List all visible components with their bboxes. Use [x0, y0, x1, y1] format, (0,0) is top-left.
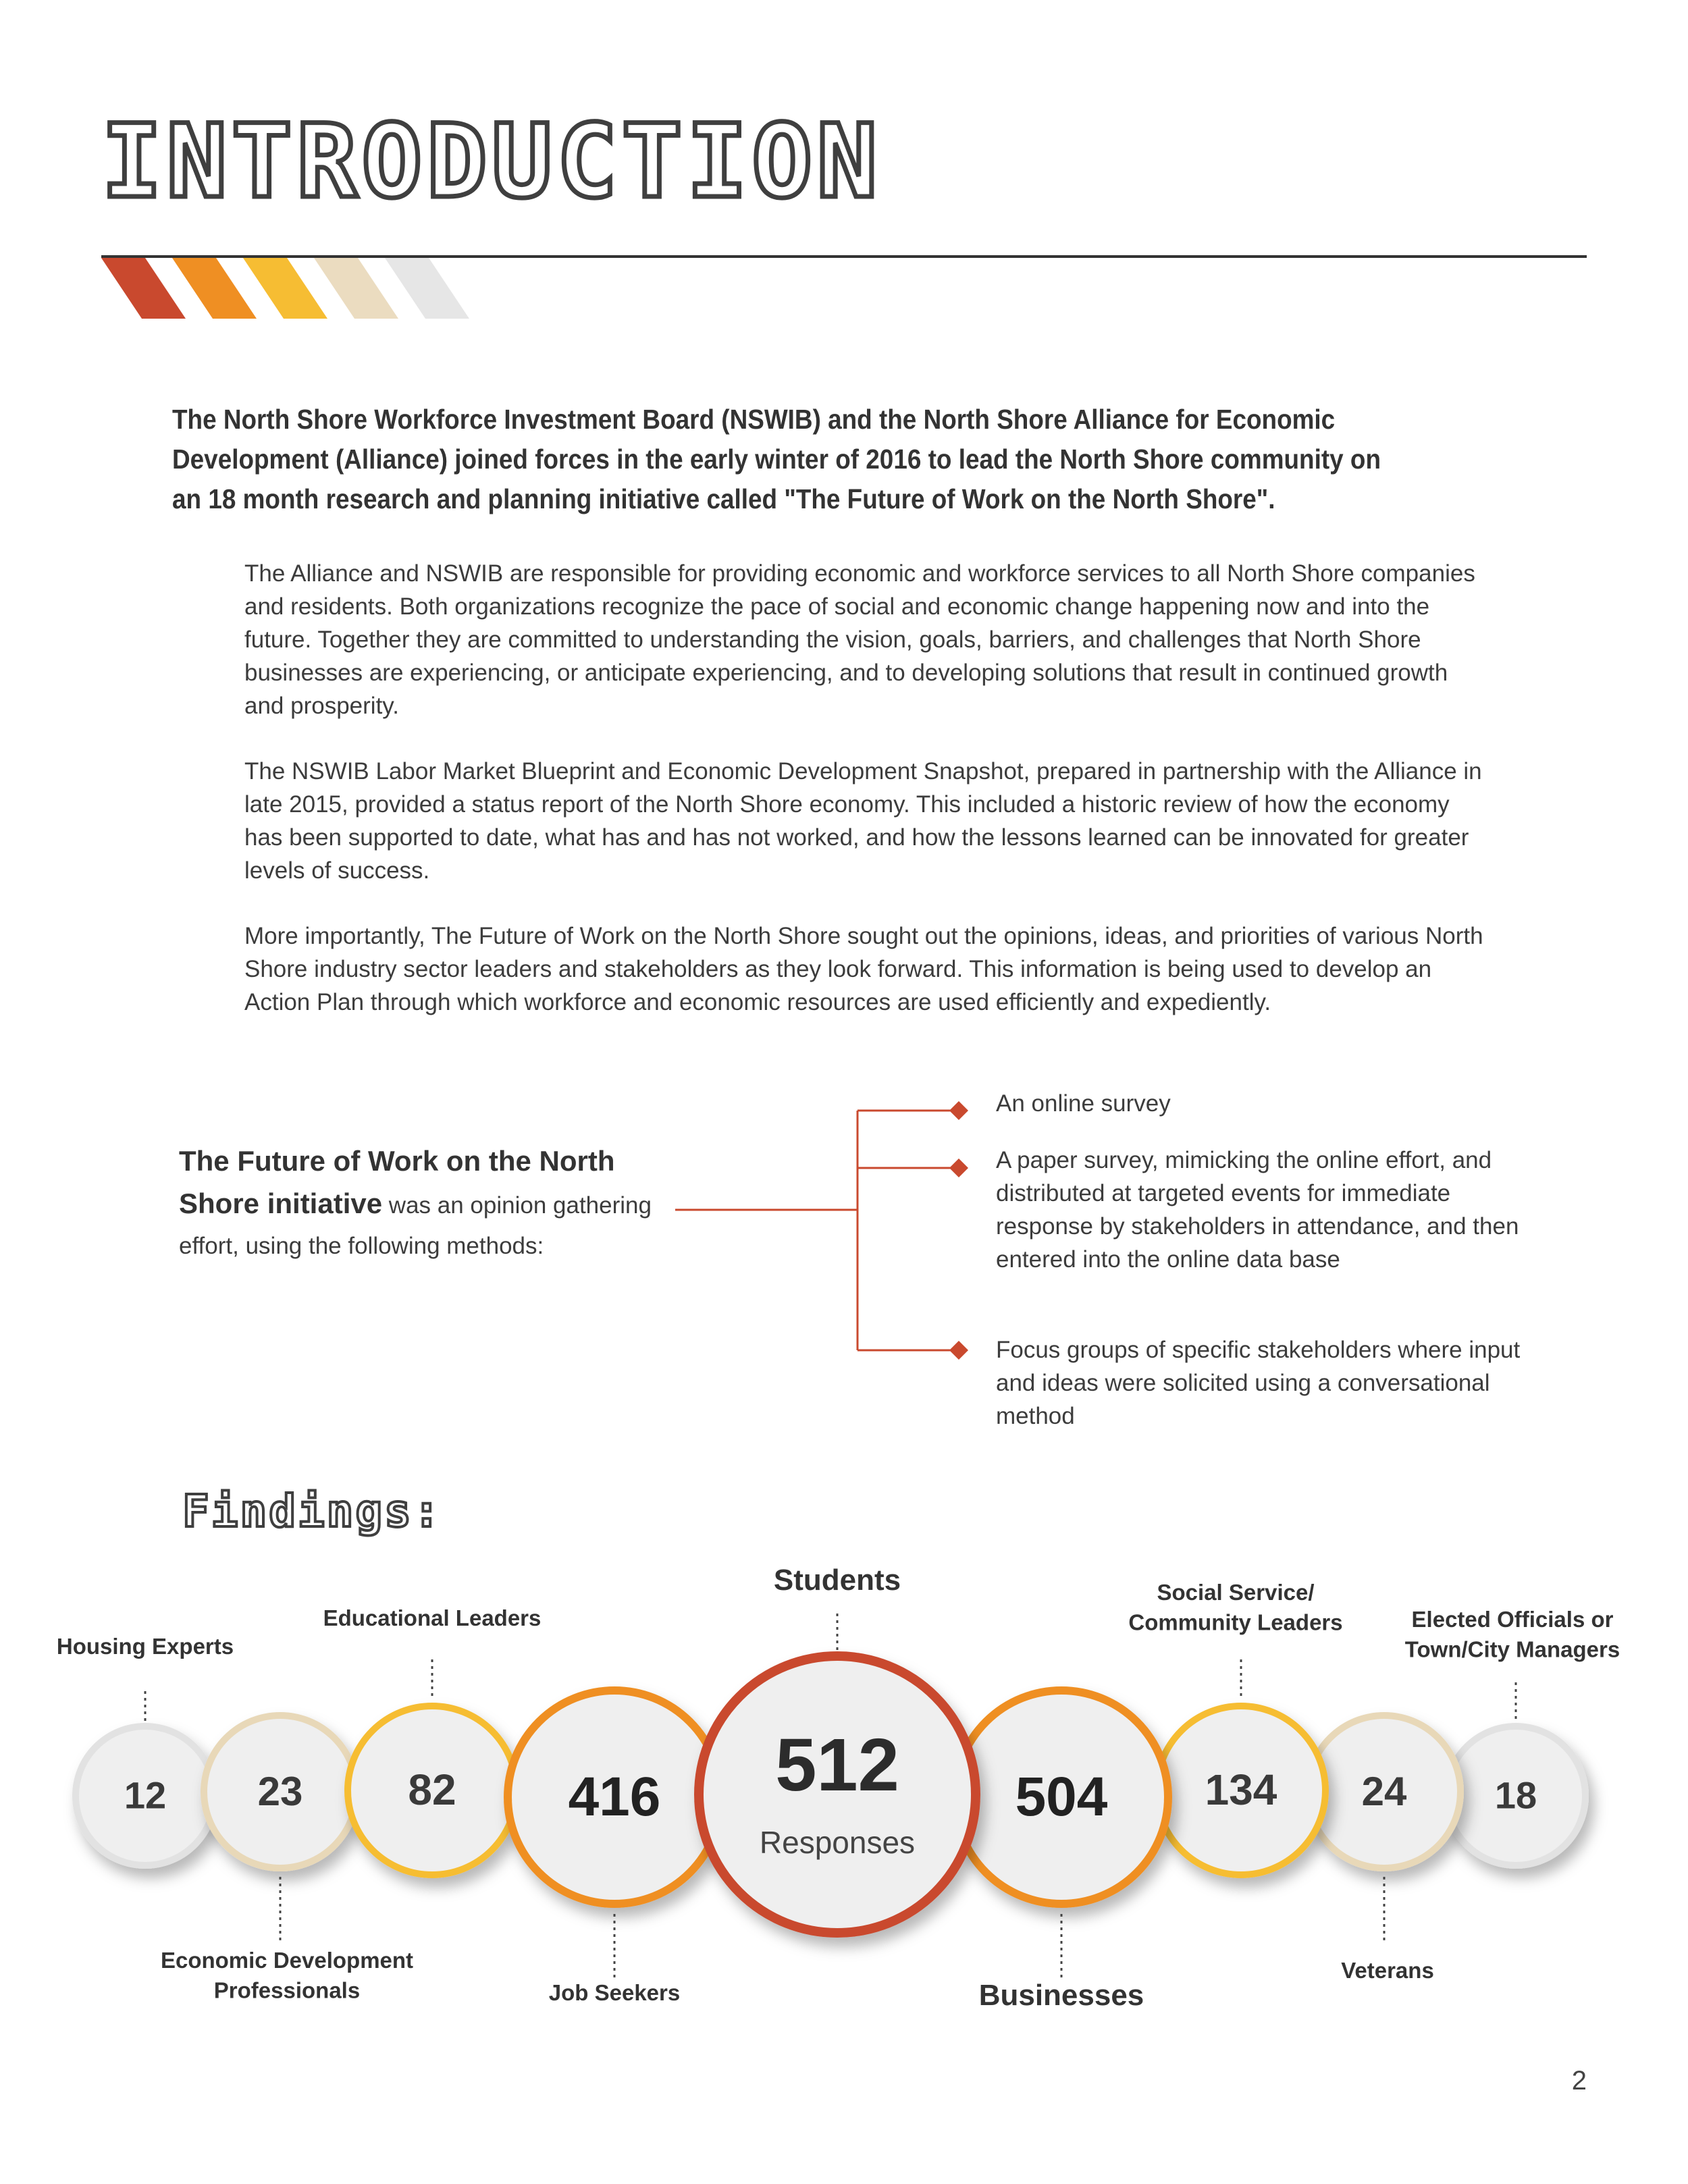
- finding-value: 12: [124, 1774, 167, 1817]
- methods-connector: [668, 1094, 979, 1364]
- finding-group-label: Veterans: [1341, 1958, 1434, 1983]
- body-paragraph: More importantly, The Future of Work on the North Shore sought out the opinions, ideas, and priorities of various North Shore industry sector leaders and stakeholders as they look forward. This information is being used to develop an Action Plan through which workforce and economic resources are used efficiently and expediently.: [244, 923, 1483, 1015]
- method-item: An online survey: [996, 1090, 1171, 1117]
- finding-value: 23: [257, 1768, 303, 1814]
- finding-group-label: Educational Leaders: [323, 1605, 542, 1630]
- findings-title: Findings:: [182, 1485, 442, 1537]
- finding-group-label: Social Service/ Community Leaders: [1128, 1580, 1343, 1635]
- findings-infographic: [0, 1539, 1688, 2052]
- finding-group-label: Students: [773, 1564, 901, 1597]
- finding-group-label: Economic Development Professionals: [160, 1948, 414, 2003]
- finding-circle: [1308, 1715, 1460, 1868]
- finding-value: 18: [1494, 1774, 1537, 1817]
- finding-group-label: Job Seekers: [548, 1980, 681, 2005]
- finding-circle: [1446, 1726, 1585, 1865]
- methods-intro-rest: was an opinion gathering effort, using the following methods:: [179, 1192, 652, 1259]
- total-circle: [699, 1656, 976, 1933]
- finding-value: 24: [1361, 1768, 1407, 1814]
- methods-intro: [179, 1141, 692, 1267]
- body-paragraph: The Alliance and NSWIB are responsible for providing economic and workforce services to all North Shore companies and residents. Both organizations recognize the pace of social and economic change happening now and into the future. Together they are committed to understanding the vision, goals, barriers, and challenges that North Shore businesses are experiencing, or anticipate experiencing, and to developing solutions that result in continued growth and prosperity.: [244, 560, 1475, 719]
- page-number: 2: [1571, 2066, 1587, 2096]
- finding-value: 416: [568, 1766, 661, 1828]
- bullet-diamond: [949, 1158, 968, 1177]
- lead-paragraph: The North Shore Workforce Investment Board (NSWIB) and the North Shore Alliance for Economic Development (Alliance) joined forces in the early winter of 2016 to lead the North Shore community on an 18 month research and planning initiative called "The Future of Work on the North Shore".: [172, 404, 1381, 514]
- methods-intro-strong: The Future of Work on the North Shore initiative: [179, 1145, 615, 1219]
- finding-circle: [76, 1726, 215, 1865]
- finding-group-label: Businesses: [978, 1979, 1144, 2012]
- finding-group-label: Elected Officials or Town/City Managers: [1404, 1607, 1620, 1662]
- bullet-diamond: [949, 1341, 968, 1360]
- finding-value: 134: [1205, 1765, 1277, 1815]
- color-stripes: [101, 258, 486, 319]
- finding-value: 82: [408, 1765, 456, 1815]
- finding-group-label: Housing Experts: [56, 1634, 234, 1659]
- finding-circle: [204, 1715, 357, 1868]
- method-item: Focus groups of specific stakeholders where input and ideas were solicited using a conversational method: [996, 1337, 1521, 1429]
- page-title: INTRODUCTION: [101, 103, 882, 221]
- method-item: A paper survey, mimicking the online effort, and distributed at targeted events for immediate response by stakeholders in attendance, and then entered into the online data base: [996, 1147, 1519, 1273]
- finding-circle: [955, 1690, 1168, 1904]
- finding-circle: [348, 1706, 517, 1875]
- finding-circle: [508, 1690, 721, 1904]
- body-paragraph: The NSWIB Labor Market Blueprint and Economic Development Snapshot, prepared in partnership with the Alliance in late 2015, provided a status report of the North Shore economy. This included a historic review of how the economy has been supported to date, what has and has not worked, and how the lessons learned can be innovated for greater levels of success.: [244, 758, 1482, 884]
- finding-value: 504: [1015, 1766, 1108, 1828]
- total-label: Responses: [759, 1825, 916, 1860]
- bullet-diamond: [949, 1101, 968, 1120]
- finding-circle: [1157, 1706, 1325, 1875]
- total-value: 512: [775, 1724, 899, 1807]
